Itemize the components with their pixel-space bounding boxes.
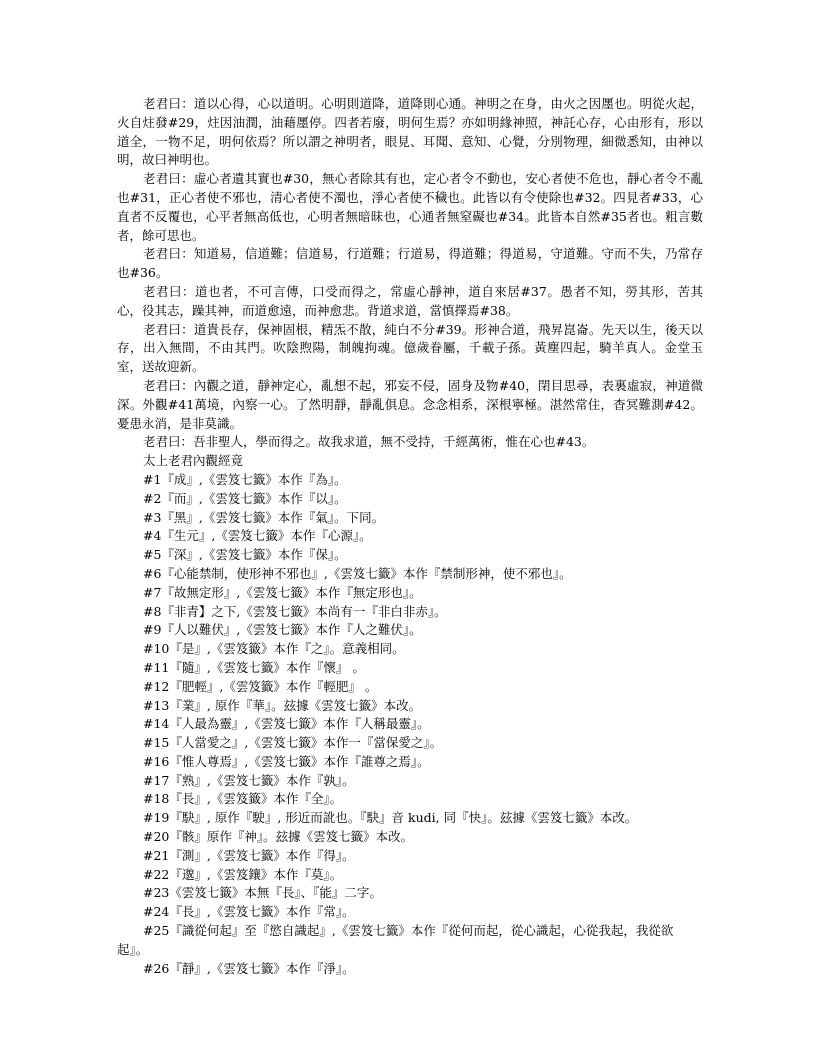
footnote: #19『駃』, 原作『駛』, 形近而訛也。『駃』音 kudi, 同『快』。玆據《雲笈七籤》本改。 bbox=[143, 810, 638, 826]
footnote: #10『是』,《雲笈籤》本作『之』。意義相同。 bbox=[143, 641, 405, 657]
paragraph-3: 老君曰：知道易，信道難；信道易，行道難；行道易，得道難；得道易，守道難。守而不失，乃常存也#36。 bbox=[117, 246, 703, 281]
footnote: #15『人當愛之』,《雲笈七籤》本作一『當保愛之』。 bbox=[143, 735, 443, 751]
footnote: #17『熟』,《雲笈七籤》本作『孰』。 bbox=[143, 772, 355, 788]
end-title: 太上老君內觀經竟 bbox=[143, 453, 244, 469]
footnote: #26『靜』,《雲笈七籤》本作『淨』。 bbox=[143, 960, 355, 976]
footnote: #2『而』,《雲笈七籤》本作『以』。 bbox=[143, 490, 347, 506]
paragraph-1: 老君曰：道以心得，心以道明。心明則道降，道降則心通。神明之在身，由火之因㕓也。明從火起，火自炷發#29，炷因油潤，油藉㕓停。四者若廢，明何生焉？亦如明緣神照，神託心存，心由形有，形以道全，一物不足，明何依焉？所以謂之神明者，眼見、耳聞、意知、心覺，分別物理，細微悉知，由神以明，故曰神明也。 bbox=[117, 96, 703, 168]
footnote: #7『故無定形』,《雲笈七籤》本作『無定形也』。 bbox=[143, 584, 422, 600]
footnote: #5『深』,《雲笈七籤》本作『保』。 bbox=[143, 547, 347, 563]
footnote: #18『長』,《雲笈籤》本作『全』。 bbox=[143, 791, 343, 807]
footnote: #14『人最為靈』,《雲笈七籤》本作『人稱最靈』。 bbox=[143, 716, 430, 732]
footnote: #8『非青】之下,《雲笈七籤》本尚有一『非白非赤』。 bbox=[143, 603, 447, 619]
paragraph-6: 老君曰：內觀之道，靜神定心，亂想不起，邪妄不侵，固身及物#40，閉目思尋，表裏虛寂，神道微深。外觀#41萬境，內察一心。了然明靜，靜亂俱息。念念相系，深根寧極。湛然常住，杳冥難測#42。憂患永消，是非莫識。 bbox=[117, 377, 703, 431]
paragraph-7: 老君曰：吾非聖人，學而得之。故我求道，無不受持，千經萬術，惟在心也#43。 bbox=[143, 434, 595, 450]
footnote: #6『心能禁制，使形神不邪也』,《雲笈七籤》本作『禁制形神，使不邪也』。 bbox=[143, 565, 572, 581]
paragraph-4: 老君曰：道也者，不可言傳，口受而得之，常虛心靜神，道自來居#37。愚者不知，勞其形，苦其心，役其志，躁其神，而道愈遠，而神愈悲。背道求道，當慎擇焉#38。 bbox=[117, 283, 703, 318]
footnote: #21『測』,《雲笈七籤》本作『得』。 bbox=[143, 847, 355, 863]
footnote: #25『識從何起』至『慾自識起』,《雲笈七籤》本作『從何而起，從心識起，心從我起，我從欲起』。 bbox=[117, 923, 674, 957]
footnote: #9『人以難伏』,《雲笈七籤》本作『人之難伏』。 bbox=[143, 622, 422, 638]
footnotes bbox=[117, 471, 703, 979]
footnote: #20『骸』原作『神』。玆據《雲笈七籤》本改。 bbox=[143, 829, 414, 845]
footnote: #23《雲笈七籤》本無『長』、『能』二字。 bbox=[143, 885, 382, 901]
footnote: #22『邈』,《雲笈鑲》本作『莫』。 bbox=[143, 866, 343, 882]
footnote: #16『惟人尊焉』,《雲笈七籤》本作『誰尊之焉』。 bbox=[143, 753, 430, 769]
paragraph-5: 老君曰：道貴長存，保神固根，精炁不散，純白不分#39。形神合道，飛昇崑崙。先天以生，後天以存，出入無間，不由其門。吹陰煦陽，制魄拘魂。億歲眷屬，千載子孫。黃塵四起，騎羊真人。金堂玉室，送故迎新。 bbox=[117, 321, 703, 375]
footnote: #13『業』, 原作『華』。玆據《雲笈七籤》本改。 bbox=[143, 697, 422, 713]
footnote: #12『肥輕』,《雲笈籤》本作『輕肥』 。 bbox=[143, 678, 378, 694]
footnote: #1『成』,《雲笈七籤》本作『為』。 bbox=[143, 471, 347, 487]
footnote: #24『長』,《雲笈七籤》本作『常』。 bbox=[143, 904, 355, 920]
footnote: #3『黑』,《雲笈七籤》本作『氣』。下同。 bbox=[143, 509, 385, 525]
document-page bbox=[117, 95, 703, 978]
footnote: #11『隨』,《雲笈七籤》本作『懷』 。 bbox=[143, 659, 365, 675]
paragraph-2: 老君曰：虛心者遺其實也#30，無心者除其有也，定心者令不動也，安心者使不危也，靜心者令不亂也#31，正心者使不邪也，清心者使不濁也，淨心者使不穢也。此皆以有令使除也#32。四見者#33，心直者不反覆也，心平者無高低也，心明者無暗昧也，心通者無窒礙也#34。此皆本自然#35者也。粗言數者，餘可思也。 bbox=[117, 171, 703, 243]
footnote: #4『生元』,《雲笈七籤》本作『心源』。 bbox=[143, 528, 372, 544]
